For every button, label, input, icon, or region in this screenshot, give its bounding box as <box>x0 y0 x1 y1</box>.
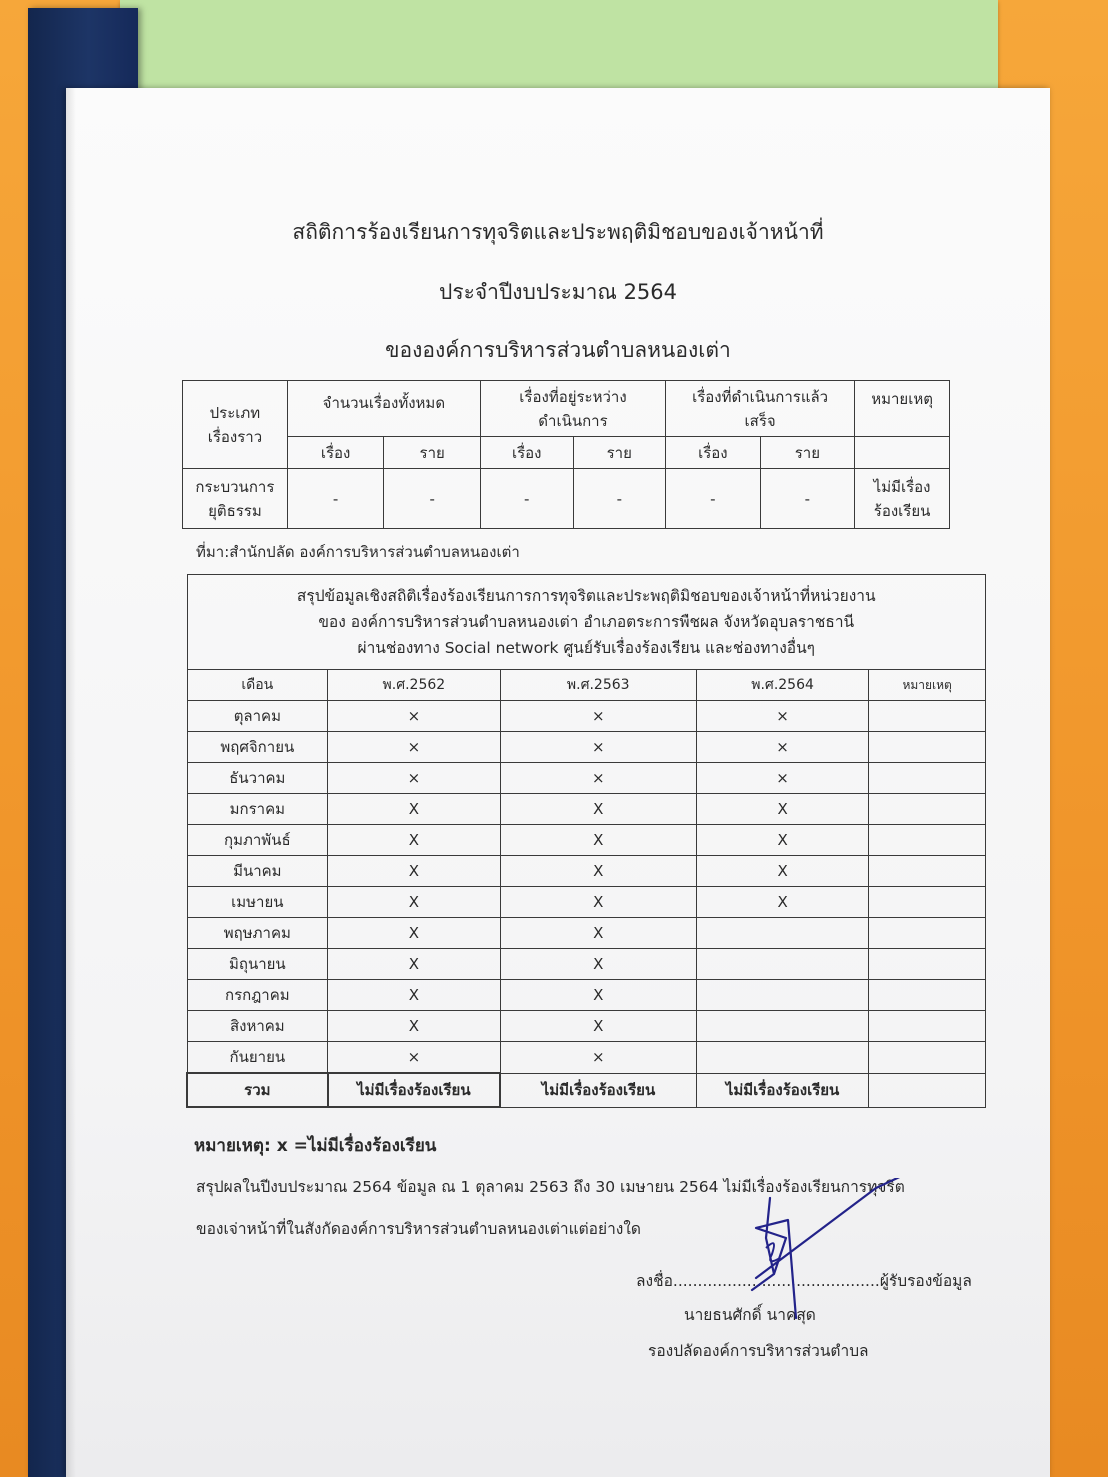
year-2564-cell: × <box>696 732 868 763</box>
year-2562-cell: X <box>328 825 500 856</box>
sub-remark-empty <box>855 437 950 469</box>
remark-cell <box>869 825 986 856</box>
month-cell: ธันวาคม <box>187 763 328 794</box>
signer-position: รองปลัดองค์การบริหารส่วนตำบล <box>648 1342 869 1360</box>
remark-cell <box>869 763 986 794</box>
year-2563-cell: X <box>500 856 696 887</box>
year-2562-cell: X <box>328 856 500 887</box>
total-2564: ไม่มีเรื่องร้องเรียน <box>696 1073 868 1107</box>
year-2562-cell: × <box>328 763 500 794</box>
value-cell: - <box>666 469 761 529</box>
value-cell: - <box>760 469 855 529</box>
year-2562-cell: X <box>328 949 500 980</box>
year-2562-cell: X <box>328 918 500 949</box>
row-remark: ไม่มีเรื่อง ร้องเรียน <box>855 469 950 529</box>
table-row <box>187 701 986 732</box>
summary-line-1: สรุปผลในปีงบประมาณ 2564 ข้อมูล ณ 1 ตุลาคม 2563 ถึง 30 เมษายน 2564 ไม่มีเรื่องร้องเรียนการทุจริต <box>196 1178 905 1196</box>
fiscal-year-title: ประจำปีงบประมาณ 2564 <box>438 280 678 304</box>
sub-story: เรื่อง <box>287 437 384 469</box>
data-source: ที่มา:สำนักปลัด องค์การบริหารส่วนตำบลหนองเต่า <box>196 543 520 561</box>
year-2562-cell: X <box>328 1011 500 1042</box>
monthly-statistics-table <box>186 574 986 1108</box>
table-row <box>187 949 986 980</box>
month-cell: กุมภาพันธ์ <box>187 825 328 856</box>
table-row <box>187 918 986 949</box>
year-2564-cell <box>696 918 868 949</box>
year-2562-cell: X <box>328 980 500 1011</box>
year-2564-cell <box>696 1042 868 1074</box>
value-cell: - <box>573 469 666 529</box>
value-cell: - <box>384 469 481 529</box>
document-title: สถิติการร้องเรียนการทุจริตและประพฤติมิชอบของเจ้าหน้าที่ <box>292 220 824 244</box>
table-row <box>187 825 986 856</box>
header-done: เรื่องที่ดำเนินการแล้ว เสร็จ <box>666 381 855 437</box>
year-2564-cell: × <box>696 763 868 794</box>
year-2563-cell: × <box>500 701 696 732</box>
complaint-summary-table <box>182 380 950 529</box>
sub-story: เรื่อง <box>666 437 761 469</box>
table-row <box>187 856 986 887</box>
remark-cell <box>869 1011 986 1042</box>
month-cell: พฤศจิกายน <box>187 732 328 763</box>
remark-cell <box>869 856 986 887</box>
year-2564-cell: X <box>696 887 868 918</box>
table-row <box>187 980 986 1011</box>
year-2562-cell: X <box>328 794 500 825</box>
table-row <box>187 763 986 794</box>
document-page <box>66 88 1050 1477</box>
year-2563-cell: × <box>500 1042 696 1074</box>
col-year-2563: พ.ศ.2563 <box>500 670 696 701</box>
signer-name: นายธนศักดิ์ นาคสุด <box>684 1306 816 1324</box>
month-cell: สิงหาคม <box>187 1011 328 1042</box>
sub-story: เรื่อง <box>480 437 573 469</box>
value-cell: - <box>480 469 573 529</box>
year-2562-cell: × <box>328 732 500 763</box>
total-2563: ไม่มีเรื่องร้องเรียน <box>500 1073 696 1107</box>
col-month: เดือน <box>187 670 328 701</box>
signature-line: ลงชื่อ..........................................ผู้รับรองข้อมูล <box>636 1272 972 1290</box>
year-2563-cell: × <box>500 763 696 794</box>
header-total: จำนวนเรื่องทั้งหมด <box>287 381 480 437</box>
table-row <box>187 794 986 825</box>
handwritten-signature <box>726 1178 966 1328</box>
organization-title: ขององค์การบริหารส่วนตำบลหนองเต่า <box>385 338 731 362</box>
remark-cell <box>869 1042 986 1074</box>
year-2562-cell: × <box>328 1042 500 1074</box>
table-row <box>187 1042 986 1074</box>
col-year-2562: พ.ศ.2562 <box>328 670 500 701</box>
year-2563-cell: X <box>500 887 696 918</box>
value-cell: - <box>287 469 384 529</box>
table-row <box>187 887 986 918</box>
year-2563-cell: X <box>500 980 696 1011</box>
year-2563-cell: X <box>500 949 696 980</box>
header-remark: หมายเหตุ <box>855 381 950 437</box>
table2-heading: สรุปข้อมูลเชิงสถิติเรื่องร้องเรียนการการทุจริตและประพฤติมิชอบของเจ้าหน้าที่หน่วยงาน ของ องค์การบริหารส่วนตำบลหนองเต่า อำเภอตระการพืชผล จังหวัดอุบลราชธานี ผ่านช่องทาง Social network ศูนย์รับเรื่องร้องเรียน และช่องทางอื่นๆ <box>187 575 986 670</box>
remark-cell <box>869 732 986 763</box>
col-year-2564: พ.ศ.2564 <box>696 670 868 701</box>
year-2563-cell: X <box>500 794 696 825</box>
total-2562: ไม่มีเรื่องร้องเรียน <box>328 1073 500 1107</box>
sub-case: ราย <box>760 437 855 469</box>
month-cell: กันยายน <box>187 1042 328 1074</box>
total-label: รวม <box>187 1073 328 1107</box>
year-2564-cell <box>696 949 868 980</box>
year-2563-cell: X <box>500 825 696 856</box>
month-cell: มกราคม <box>187 794 328 825</box>
year-2562-cell: × <box>328 701 500 732</box>
month-cell: มิถุนายน <box>187 949 328 980</box>
year-2562-cell: X <box>328 887 500 918</box>
remark-cell <box>869 701 986 732</box>
remark-cell <box>869 949 986 980</box>
table-row <box>187 732 986 763</box>
month-cell: กรกฎาคม <box>187 980 328 1011</box>
remark-cell <box>869 887 986 918</box>
header-pending: เรื่องที่อยู่ระหว่าง ดำเนินการ <box>480 381 665 437</box>
row-type: กระบวนการ ยุติธรรม <box>183 469 288 529</box>
month-cell: พฤษภาคม <box>187 918 328 949</box>
year-2563-cell: X <box>500 1011 696 1042</box>
col-remark: หมายเหตุ <box>869 670 986 701</box>
header-type: ประเภท เรื่องราว <box>183 381 288 469</box>
year-2564-cell <box>696 980 868 1011</box>
table-row <box>187 1011 986 1042</box>
year-2564-cell: X <box>696 825 868 856</box>
remark-cell <box>869 918 986 949</box>
year-2564-cell: X <box>696 794 868 825</box>
remark-cell <box>869 794 986 825</box>
month-cell: ตุลาคม <box>187 701 328 732</box>
remark-cell <box>869 980 986 1011</box>
year-2564-cell: × <box>696 701 868 732</box>
sub-case: ราย <box>384 437 481 469</box>
year-2563-cell: × <box>500 732 696 763</box>
year-2563-cell: X <box>500 918 696 949</box>
month-cell: เมษายน <box>187 887 328 918</box>
total-remark <box>869 1073 986 1107</box>
summary-line-2: ของเจ่าหน้าที่ในสังกัดองค์การบริหารส่วนตำบลหนองเต่าแต่อย่างใด <box>196 1220 641 1238</box>
year-2564-cell <box>696 1011 868 1042</box>
sub-case: ราย <box>573 437 666 469</box>
year-2564-cell: X <box>696 856 868 887</box>
remark-note: หมายเหตุ: x =ไม่มีเรื่องร้องเรียน <box>194 1136 437 1156</box>
month-cell: มีนาคม <box>187 856 328 887</box>
